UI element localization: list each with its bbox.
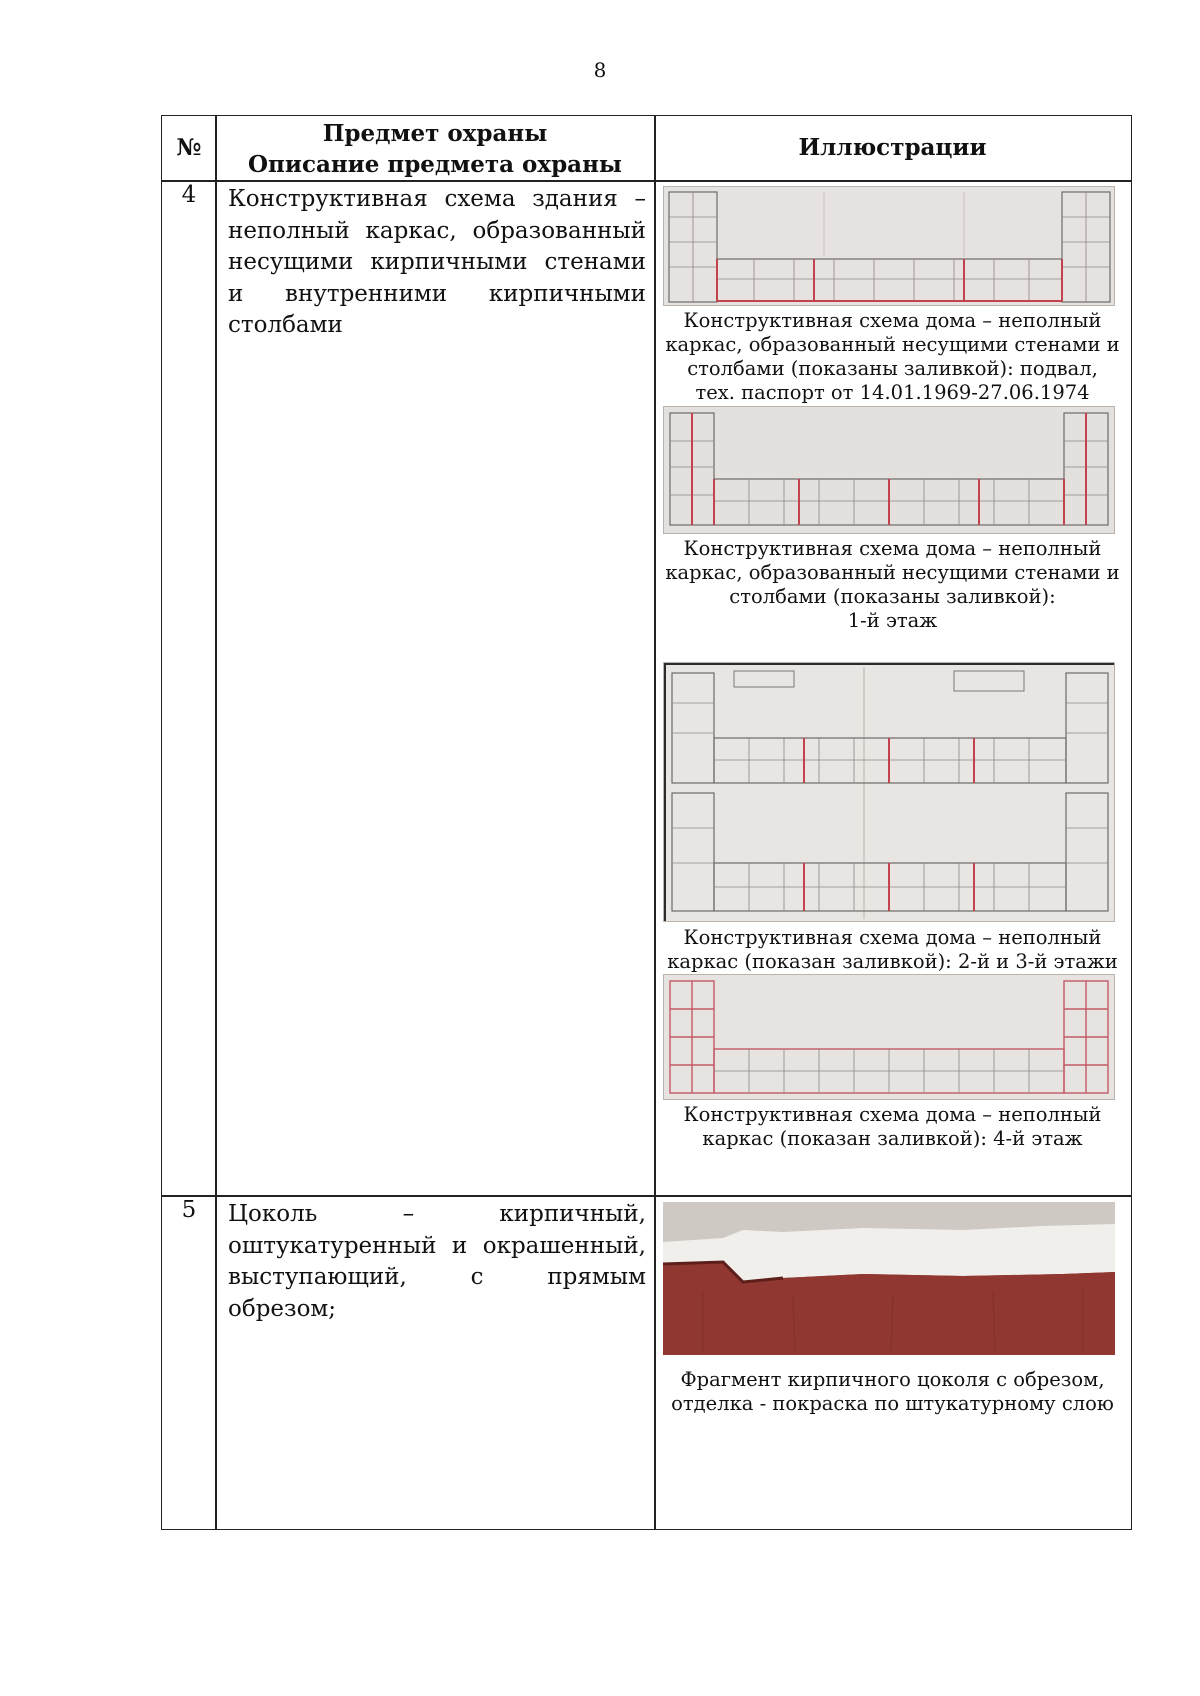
caption-line: Фрагмент кирпичного цоколя с обрезом,	[680, 1368, 1105, 1391]
caption-line: каркас (показан заливкой): 4-й этаж	[702, 1127, 1083, 1150]
illustrations-cell	[655, 1197, 1130, 1527]
header-number: №	[176, 134, 202, 161]
caption-line: Конструктивная схема дома – неполный	[683, 537, 1102, 560]
header-subject	[216, 118, 654, 180]
caption-line: каркас, образованный несущими стенами и	[665, 561, 1120, 584]
caption-line: отделка - покраска по штукатурному слою	[671, 1392, 1114, 1415]
page-number: 8	[593, 58, 607, 82]
header-subject-description: Описание предмета охраны	[248, 151, 622, 178]
floor-plan-4th-floor-image	[663, 974, 1115, 1100]
figure-caption	[655, 1368, 1130, 1416]
caption-line: каркас (показан заливкой): 2-й и 3-й этажи	[667, 950, 1118, 973]
figure-caption	[655, 537, 1130, 633]
caption-line: Конструктивная схема дома – неполный	[683, 1103, 1102, 1126]
row-number: 4	[181, 182, 197, 208]
floor-plan-1st-floor-image	[663, 406, 1115, 534]
plinth-photo-image	[663, 1202, 1115, 1355]
caption-line: 1-й этаж	[847, 609, 938, 632]
illustrations-cell	[655, 181, 1130, 1195]
caption-line: тех. паспорт от 14.01.1969-27.06.1974	[695, 381, 1090, 404]
caption-line: Конструктивная схема дома – неполный	[683, 926, 1102, 949]
caption-line: каркас, образованный несущими стенами и	[665, 333, 1120, 356]
header-subject-title: Предмет охраны	[322, 120, 548, 147]
figure-caption	[655, 926, 1130, 974]
header-illustrations: Иллюстрации	[798, 134, 987, 161]
floor-plan-basement-image	[663, 186, 1115, 306]
figure-caption	[655, 1103, 1130, 1151]
caption-line: столбами (показаны заливкой): подвал,	[687, 357, 1098, 380]
column-divider	[215, 116, 217, 1529]
row-description: Цоколь – кирпичный, оштукатуренный и окрашенный, выступающий, с прямым обрезом;	[228, 1201, 646, 1322]
row-description: Конструктивная схема здания – неполный каркас, образованный несущими кирпичными стенами и внутренними кирпичными столбами	[228, 186, 646, 338]
row-number: 5	[181, 1197, 197, 1223]
caption-line: Конструктивная схема дома – неполный	[683, 309, 1102, 332]
figure-caption	[655, 309, 1130, 405]
protection-table	[161, 115, 1132, 1530]
floor-plan-2nd-3rd-floors-image	[663, 662, 1115, 922]
caption-line: столбами (показаны заливкой):	[729, 585, 1056, 608]
